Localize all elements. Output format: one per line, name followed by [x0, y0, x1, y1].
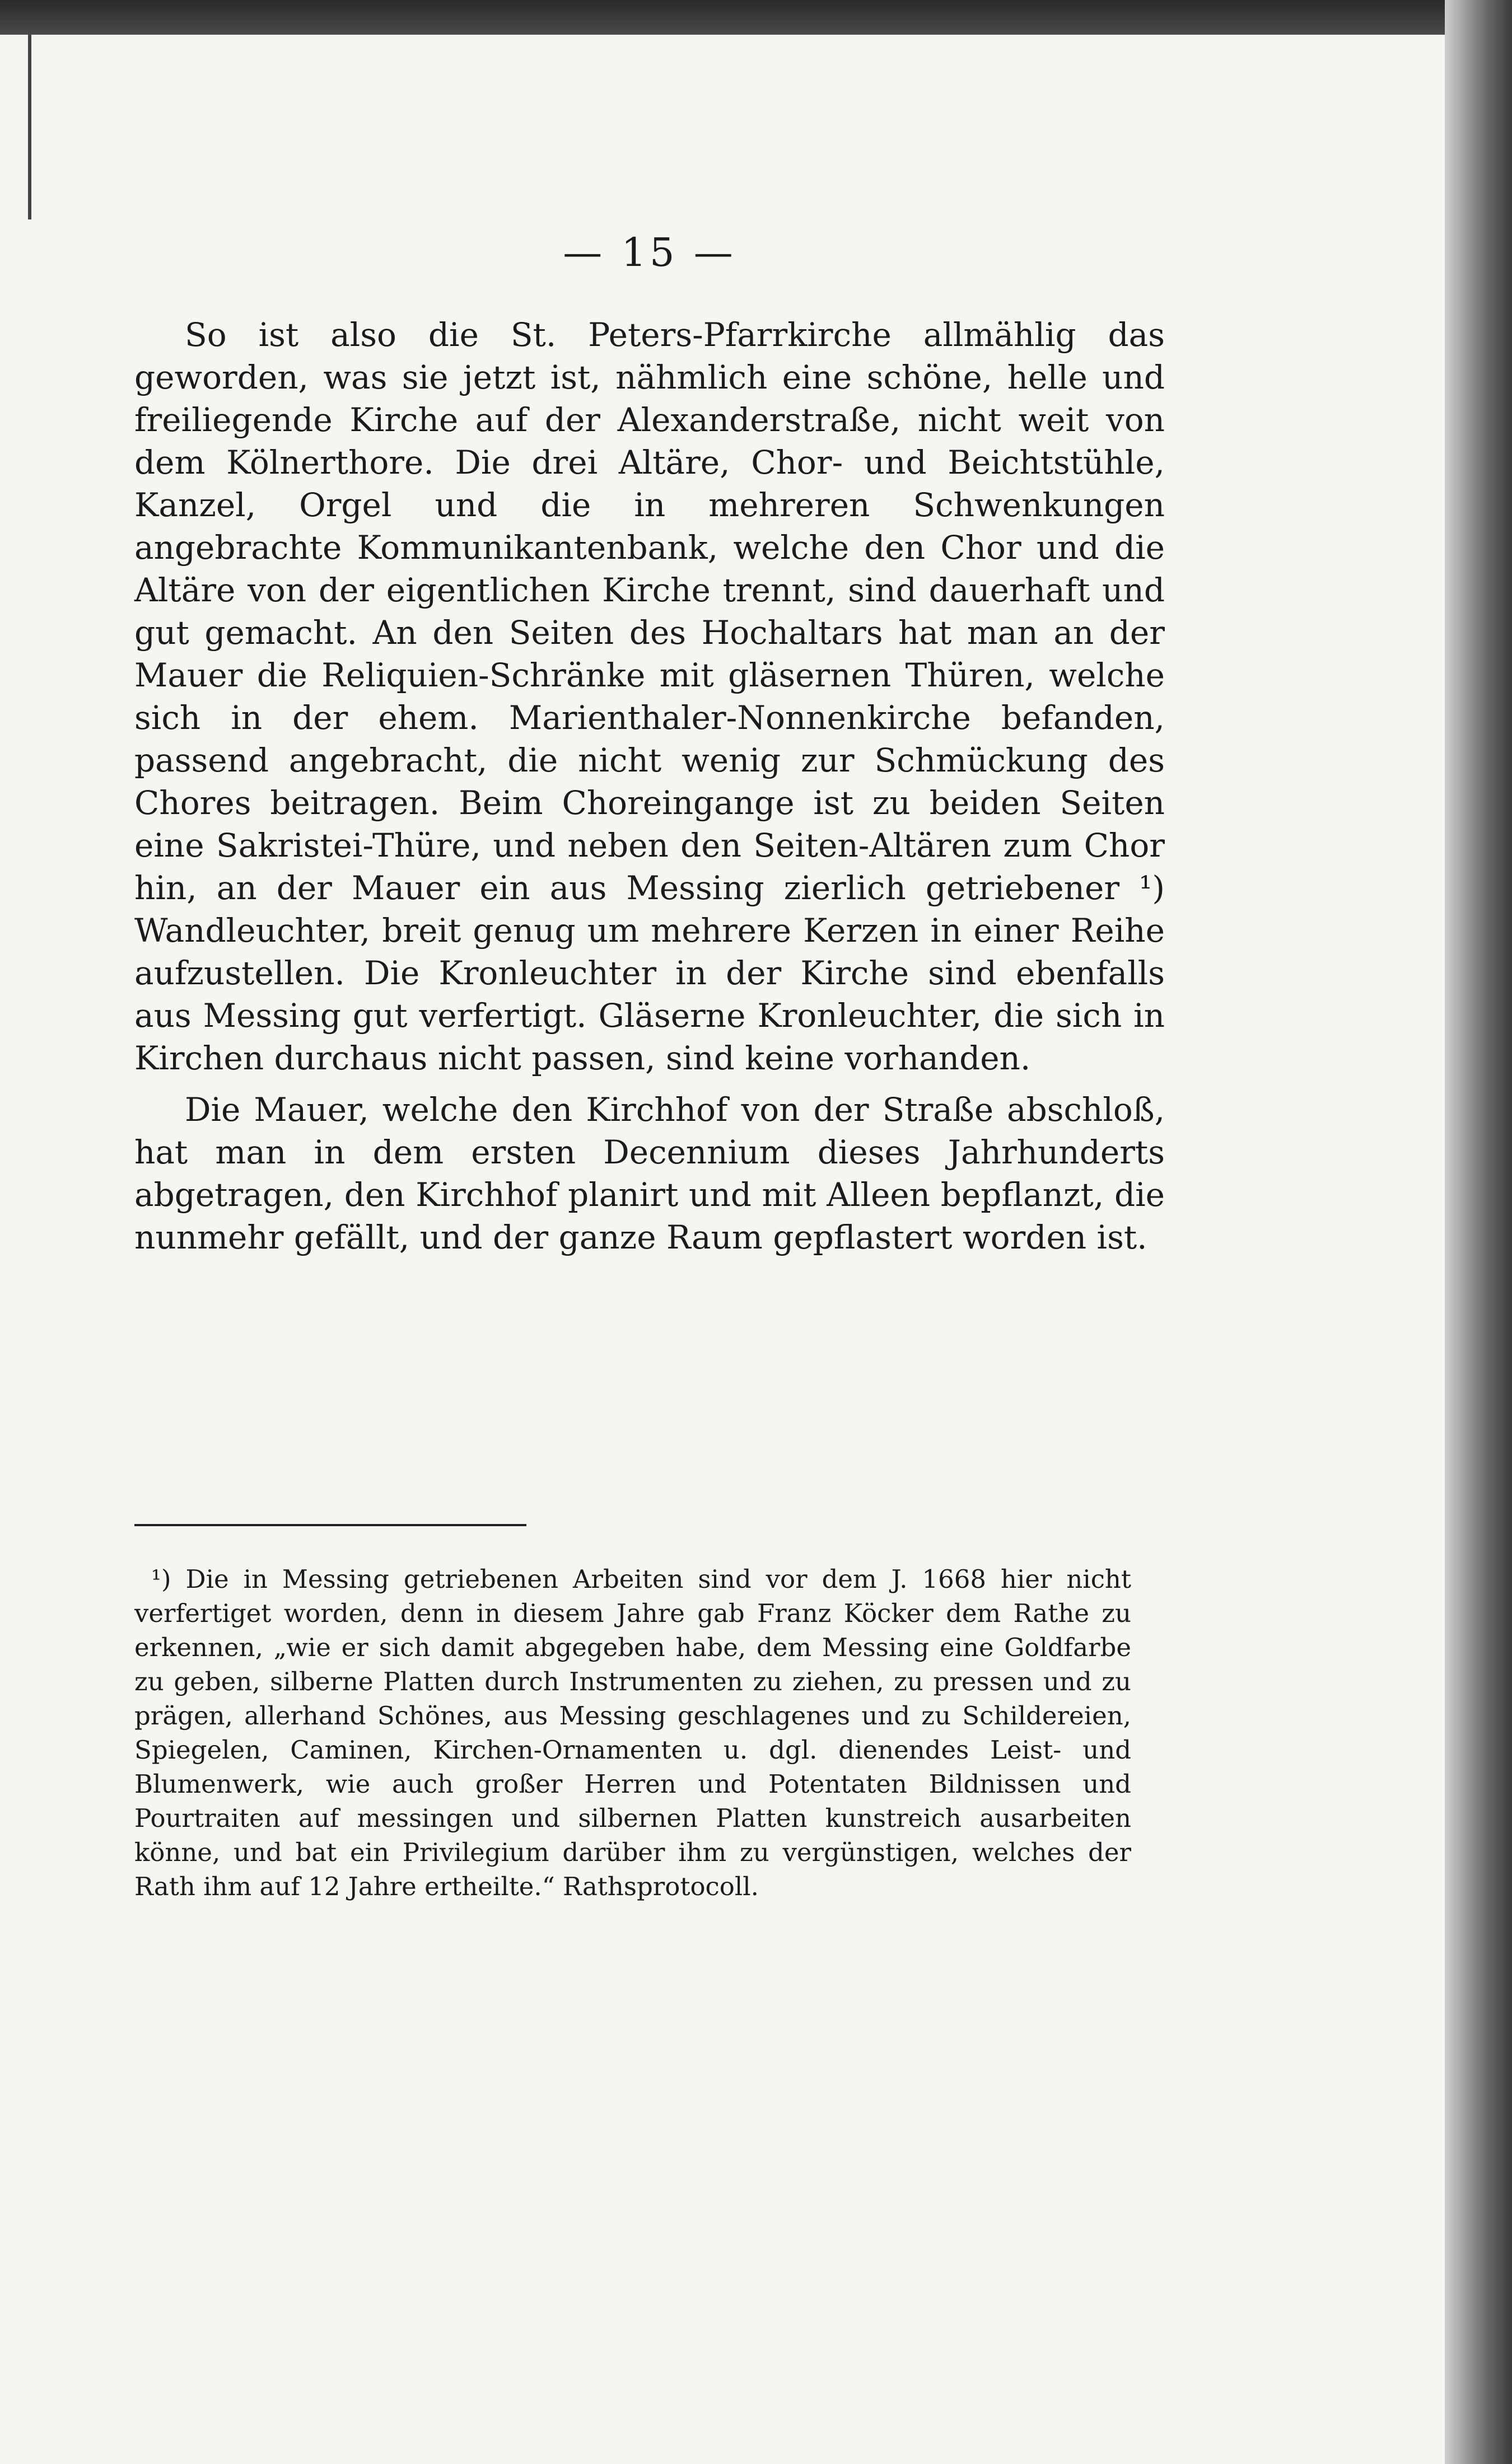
page-number: — 15 —	[563, 230, 736, 275]
book-page	[134, 0, 1165, 2464]
paragraph: Die Mauer, welche den Kirchhof von der Straße abschloß, hat man in dem ersten Decennium dieses Jahrhunderts abgetragen, den Kirchhof planirt und mit Alleen bepflanzt, die nunmehr gefällt, und der ganze Raum gepflastert worden ist.	[134, 1091, 1165, 1256]
footnote-separator	[134, 1524, 526, 1526]
main-text	[134, 314, 1165, 1259]
paragraph: So ist also die St. Peters-Pfarrkirche allmählig das geworden, was sie jetzt ist, nähmlich eine schöne, helle und freiliegende Kirche auf der Alexanderstraße, nicht weit von dem Kölnerthore. Die drei Altäre, Chor- und Beichtstühle, Kanzel, Orgel und die in mehreren Schwenkungen angebrachte Kommunikantenbank, welche den Chor und die Altäre von der eigentlichen Kirche trennt, sind dauerhaft und gut gemacht. An den Seiten des Hochaltars hat man an der Mauer die Reliquien-Schränke mit gläsernen Thüren, welche sich in der ehem. Marienthaler-Nonnenkirche befanden, passend angebracht, die nicht wenig zur Schmückung des Chores beitragen. Beim Choreingange ist zu beiden Seiten eine Sakristei-Thüre, und neben den Seiten-Altären zum Chor hin, an der Mauer ein aus Messing zierlich getriebener ¹) Wandleuchter, breit genug um mehrere Kerzen in einer Reihe aufzustellen. Die Kronleuchter in der Kirche sind ebenfalls aus Messing gut verfertigt. Gläserne Kronleuchter, die sich in Kirchen durchaus nicht passen, sind keine vorhanden.	[134, 316, 1165, 1077]
scan-right-edge	[1445, 0, 1512, 2464]
footnote: ¹) Die in Messing getriebenen Arbeiten sind vor dem J. 1668 hier nicht verfertiget worden, denn in diesem Jahre gab Franz Köcker dem Rathe zu erkennen, „wie er sich damit abgegeben habe, dem Messing eine Goldfarbe zu geben, silberne Platten durch Instrumenten zu ziehen, zu pressen und zu prägen, allerhand Schönes, aus Messing geschlagenes und zu Schildereien, Spiegelen, Caminen, Kirchen-Ornamenten u. dgl. dienendes Leist- und Blumenwerk, wie auch großer Herren und Potentaten Bildnissen und Pourtraiten auf messingen und silbernen Platten kunstreich ausarbeiten könne, und bat ein Privilegium darüber ihm zu vergünstigen, welches der Rath ihm auf 12 Jahre ertheilte.“ Rathsprotocoll.	[134, 1564, 1131, 1901]
scan-left-edge	[28, 35, 31, 219]
